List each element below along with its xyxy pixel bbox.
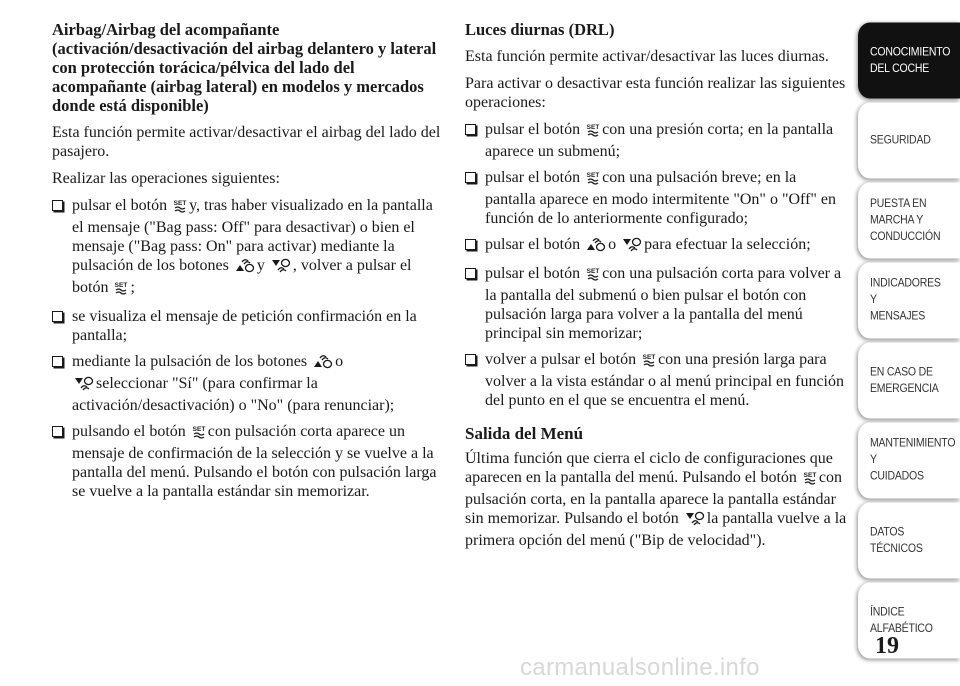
svg-text:SET: SET [642,354,656,361]
tab-en-caso-de-emergencia[interactable]: EN CASO DE EMERGENCIA [858,343,960,419]
right-column [465,20,850,558]
set-button-icon [803,469,817,490]
checkbox-bullet-icon [465,239,476,250]
checkbox-bullet-icon [465,268,476,279]
svg-text:SET: SET [192,426,206,433]
airbag-intro: Esta función permite activar/desactivar el airbag del lado del pasajero. [52,124,441,160]
down-button-icon [622,236,642,257]
down-button-icon [74,375,94,396]
tab-indice-alfabetico[interactable]: ÍNDICE ALFABÉTICO [858,583,960,659]
set-button-icon [114,279,128,300]
tab-datos-tecnicos[interactable]: DATOS TÉCNICOS [858,503,960,579]
up-button-icon [586,236,606,257]
svg-text:SET: SET [173,200,187,207]
down-button-icon [271,257,291,278]
left-column [52,20,444,508]
section-tabs [858,26,960,666]
checkbox-bullet-icon [465,354,476,365]
airbag-steps [52,196,444,501]
drl-steps [465,120,850,410]
list-item: pulsar el botón SET con una presión corta; en la pantalla aparece un submenú; [465,120,850,161]
checkbox-bullet-icon [52,200,63,211]
svg-text:SET: SET [586,124,600,131]
list-item: pulsar el botón o para efectuar la selección; [465,235,850,257]
airbag-heading: Airbag/Airbag del acompañante (activación/desactivación del airbag delantero y lateral con protección torácica/pélvica del lado del acompañante (airbag lateral) en modelos y mercados donde está disponible) [52,20,437,115]
drl-heading: Luces diurnas (DRL) [465,20,615,39]
tab-seguridad[interactable]: SEGURIDAD [858,103,960,179]
tab-puesta-en-marcha[interactable]: PUESTA EN MARCHA Y CONDUCCIÓN [858,183,960,259]
tab-conocimiento-del-coche[interactable]: CONOCIMIENTO DEL COCHE [858,23,960,99]
checkbox-bullet-icon [52,426,63,437]
set-button-icon [173,197,187,218]
tab-indicadores-y-mensajes[interactable]: INDICADORES Y MENSAJES [858,263,960,339]
menu-exit-text: Última función que cierra el ciclo de configuraciones que aparecen en la pantalla del menú. Pulsando el botón SET con pulsación corta, en la pantalla aparece la pantalla estándar sin memorizar. Pulsando el botón la pantalla vuelve a la primera opción del menú ("Bip de velocidad"). [465,450,847,549]
set-button-icon [642,351,656,372]
list-item: pulsar el botón SET con una pulsación breve; en la pantalla aparece en modo intermitente "On" o "Off" en función de lo anteriormente configurado; [465,168,850,228]
checkbox-bullet-icon [52,356,63,367]
list-item: se visualiza el mensaje de petición confirmación en la pantalla; [52,307,444,345]
checkbox-bullet-icon [465,124,476,135]
set-button-icon [192,423,206,444]
down-button-icon [685,510,705,531]
list-item: volver a pulsar el botón SET con una presión larga para volver a la vista estándar o al menú principal en función del punto en el que se encuentra el menú. [465,350,850,410]
checkbox-bullet-icon [465,172,476,183]
set-button-icon [586,265,600,286]
up-button-icon [313,353,333,374]
set-button-icon [586,169,600,190]
list-item: pulsar el botón SET con una pulsación corta para volver a la pantalla del submenú o bien pulsar el botón con pulsación larga para volver a la pantalla del menú principal sin memorizar; [465,264,850,343]
up-button-icon [235,257,255,278]
airbag-steps-intro: Realizar las operaciones siguientes: [52,170,280,187]
checkbox-bullet-icon [52,311,63,322]
list-item: pulsando el botón SET con pulsación corta aparece un mensaje de confirmación de la selección y se vuelve a la pantalla del menú. Pulsando el botón con pulsación larga se vuelve a la pantalla estándar sin memorizar. [52,422,444,501]
watermark: carmanualsonline.info [520,654,760,681]
drl-intro: Esta función permite activar/desactivar las luces diurnas. [465,48,829,65]
svg-text:SET: SET [586,172,600,179]
list-item: mediante la pulsación de los botones o seleccionar "Sí" (para confirmar la activación/desactivación) o "No" (para renunciar); [52,352,444,415]
svg-text:SET: SET [803,472,817,479]
drl-steps-intro: Para activar o desactivar esta función realizar las siguientes operaciones: [465,75,846,111]
tab-mantenimiento[interactable]: MANTENIMIENTO Y CUIDADOS [858,423,960,499]
svg-text:SET: SET [115,282,128,289]
menu-exit-heading: Salida del Menú [465,424,584,443]
set-button-icon [586,121,600,142]
page-number: 19 [875,633,899,659]
svg-text:SET: SET [586,268,600,275]
list-item: pulsar el botón SET y, tras haber visualizado en la pantalla el mensaje ("Bag pass: Off" para desactivar) o bien el mensaje ("Bag pass: On" para activar) mediante la pulsación de los botones y , volver a pulsar el botón SET ; [52,196,444,300]
